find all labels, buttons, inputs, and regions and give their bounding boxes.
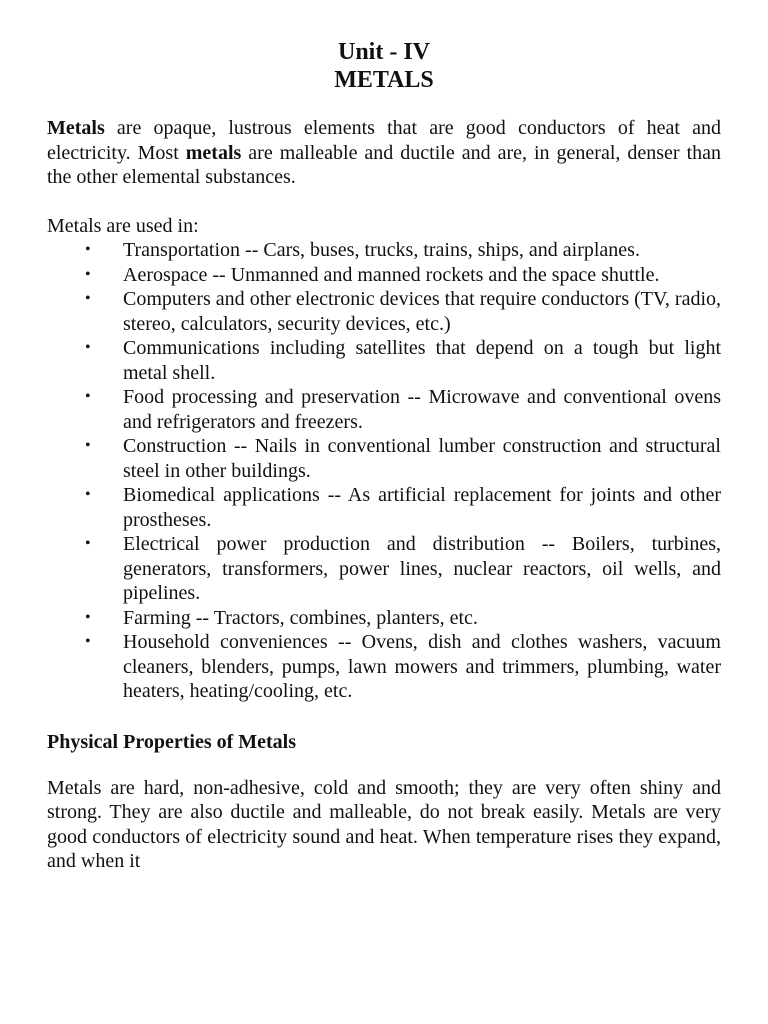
- intro-text-1: are opaque, lustrous elements that are good conductors of heat and electricity. Most: [47, 117, 721, 164]
- intro-term-metals: Metals: [47, 117, 105, 139]
- list-item: [47, 483, 721, 532]
- list-item: [47, 606, 721, 631]
- list-item-text: Biomedical applications -- As artificial replacement for joints and other prostheses.: [123, 484, 721, 531]
- intro-text-2: are malleable and ductile and are, in general, denser than the other elemental substances.: [47, 141, 721, 188]
- list-item: [47, 532, 721, 606]
- list-item-text: Food processing and preservation -- Microwave and conventional ovens and refrigerators and freezers.: [123, 386, 721, 433]
- list-item: [47, 630, 721, 704]
- uses-list: [47, 238, 721, 704]
- main-title: METALS: [334, 67, 434, 93]
- list-item: [47, 263, 721, 288]
- list-item: [47, 434, 721, 483]
- list-item-text: Aerospace -- Unmanned and manned rockets and the space shuttle.: [123, 263, 660, 286]
- list-item-text: Construction -- Nails in conventional lumber construction and structural steel in other buildings.: [123, 435, 721, 482]
- list-item-text: Electrical power production and distribution -- Boilers, turbines, generators, transformers, power lines, nuclear reactors, oil wells, and pipelines.: [123, 533, 721, 604]
- bullet-icon: •: [85, 388, 91, 405]
- list-item: [47, 238, 721, 263]
- physical-properties-heading: Physical Properties of Metals: [47, 730, 297, 753]
- bullet-icon: •: [85, 290, 91, 307]
- physical-properties-paragraph: Metals are hard, non-adhesive, cold and smooth; they are very often shiny and strong. They are also ductile and malleable, do not break easily. Metals are very good conductors of electricity sound and heat. When temperature rises they expand, and when it: [47, 776, 721, 872]
- intro-paragraph: [47, 116, 721, 190]
- uses-intro: Metals are used in:: [47, 214, 199, 237]
- bullet-icon: •: [85, 241, 91, 258]
- bullet-icon: •: [85, 265, 91, 283]
- bullet-icon: •: [85, 339, 91, 356]
- list-item-text: Farming -- Tractors, combines, planters, etc.: [123, 606, 478, 629]
- title-block: [47, 38, 721, 94]
- list-item-text: Household conveniences -- Ovens, dish and clothes washers, vacuum cleaners, blenders, pumps, lawn mowers and trimmers, plumbing, water heaters, heating/cooling, etc.: [123, 631, 721, 702]
- list-item-text: Transportation -- Cars, buses, trucks, trains, ships, and airplanes.: [123, 239, 640, 261]
- bullet-icon: •: [85, 437, 91, 454]
- intro-term-metals-2: metals: [185, 141, 242, 164]
- list-item: [47, 287, 721, 336]
- unit-title: Unit - IV: [337, 39, 430, 65]
- bullet-icon: •: [85, 608, 91, 626]
- bullet-icon: •: [85, 486, 91, 503]
- bullet-icon: •: [85, 633, 91, 650]
- bullet-icon: •: [85, 535, 91, 552]
- list-item-text: Computers and other electronic devices that require conductors (TV, radio, stereo, calculators, security devices, etc.): [123, 288, 721, 335]
- list-item: [47, 336, 721, 385]
- list-item-text: Communications including satellites that depend on a tough but light metal shell.: [123, 337, 721, 384]
- list-item: [47, 385, 721, 434]
